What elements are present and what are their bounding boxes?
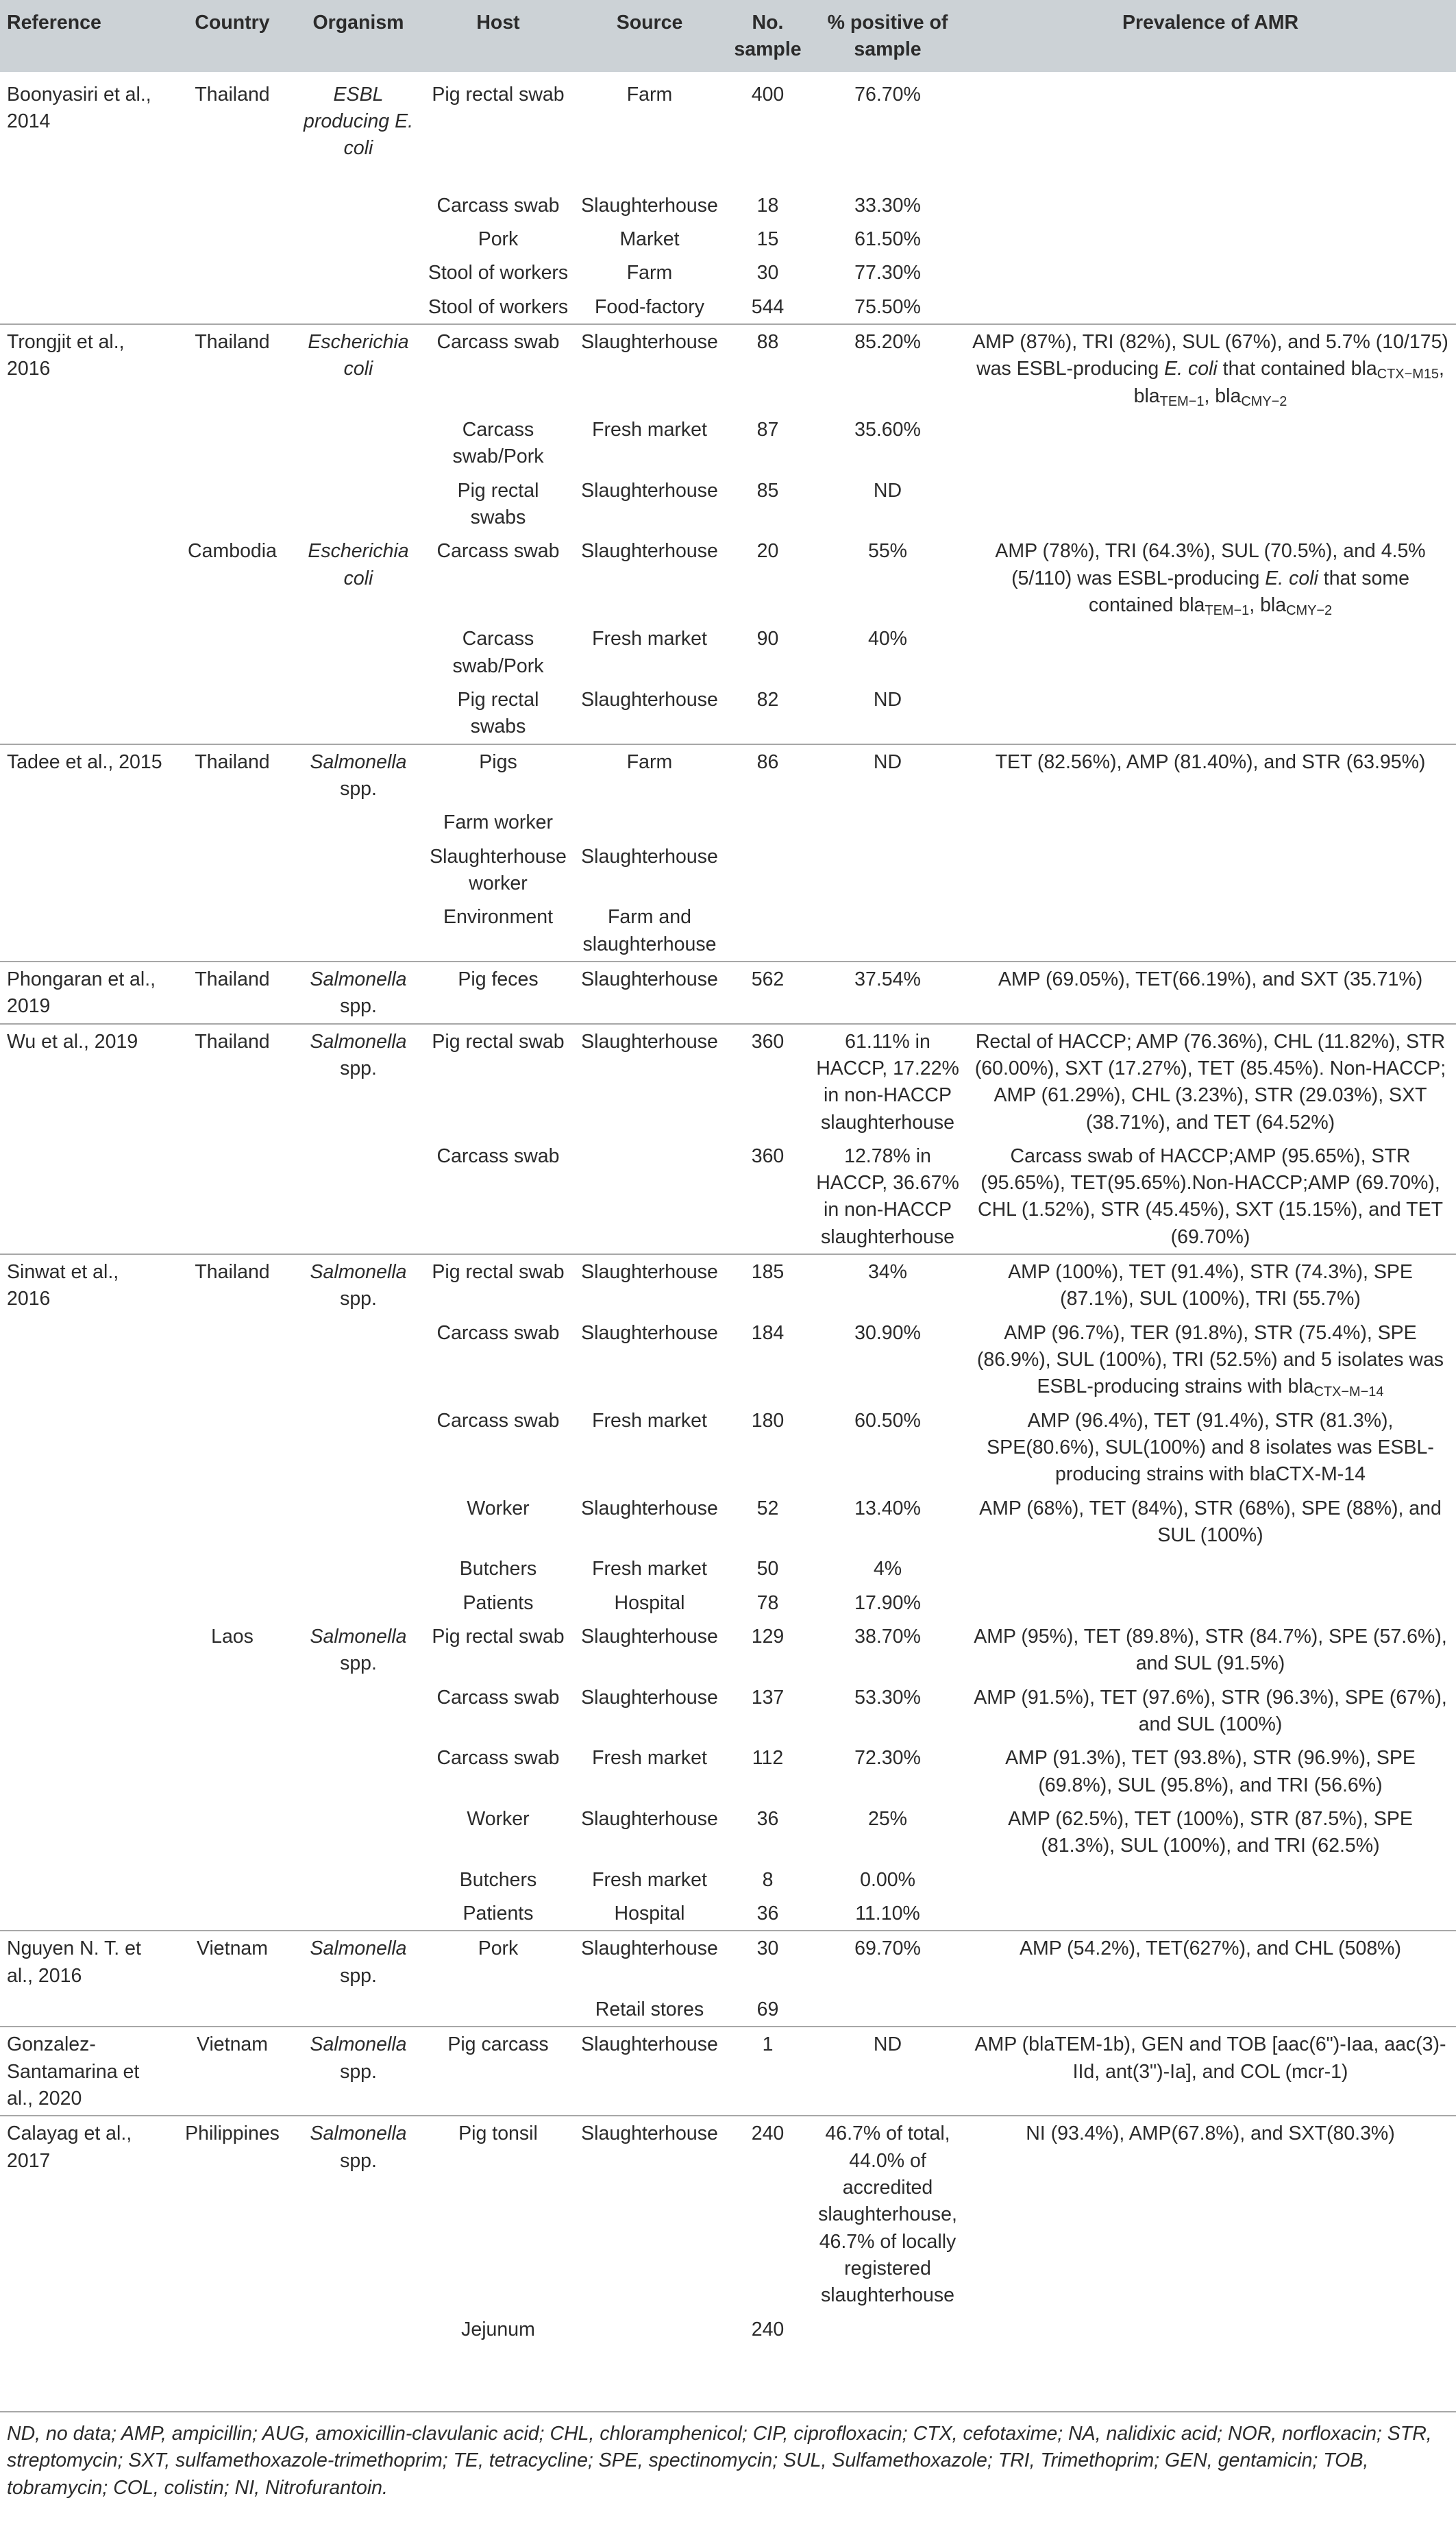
amr-cell: AMP (96.7%), TER (91.8%), STR (75.4%), SPE (86.9%), SUL (100%), TRI (52.5%) and 5 isolates was ESBL-producing strains with bla$_{CTX-M-14}$ [976, 1321, 1444, 1400]
amr-cell [965, 72, 1456, 188]
sample-count-cell: 86 [725, 744, 811, 806]
host-cell: Butchers [459, 1868, 537, 1891]
table-row [0, 1741, 1456, 1802]
table-row [0, 2116, 1456, 2312]
host-cell: Pig rectal swab [432, 83, 565, 106]
host-cell: Carcass swab [436, 540, 560, 563]
table-row [0, 2312, 1456, 2346]
positive-pct-cell: 37.54% [811, 962, 965, 1024]
header-row [0, 0, 1456, 72]
table-row [0, 1896, 1456, 1931]
positive-pct-cell: 61.11% in HACCP, 17.22% in non-HACCP slaughterhouse [811, 1024, 965, 1139]
source-cell: Fresh market [592, 1558, 707, 1580]
host-cell: Carcass swab [436, 1747, 560, 1770]
positive-pct-cell: ND [811, 744, 965, 806]
host-cell: Patients [462, 1903, 534, 1925]
amr-cell: AMP (62.5%), TET (100%), STR (87.5%), SPE (81.3%), SUL (100%), and TRI (62.5%) [1008, 1808, 1413, 1857]
positive-pct-cell: 61.50% [854, 228, 921, 250]
organism-cell: Salmonella spp. [295, 1931, 422, 1992]
table-row [0, 324, 1456, 413]
sample-count-cell: 30 [756, 262, 779, 284]
source-cell: Slaughterhouse [581, 540, 718, 563]
positive-pct-cell: 46.7% of total, 44.0% of accredited slaughterhouse, 46.7% of locally registered slaughterhouse [811, 2116, 965, 2312]
amr-cell: AMP (91.3%), TET (93.8%), STR (96.9%), SPE (69.8%), SUL (95.8%), and TRI (56.6%) [1005, 1747, 1416, 1796]
host-cell: Pig rectal swab [432, 1626, 565, 1648]
sample-count-cell: 185 [725, 1254, 811, 1316]
host-cell: Carcass swab [436, 1145, 560, 1167]
positive-pct-cell: 76.70% [854, 83, 921, 106]
amr-cell: AMP (96.4%), TET (91.4%), STR (81.3%), SPE(80.6%), SUL(100%) and 8 isolates was ESBL-producing strains with blaCTX-M-14 [987, 1409, 1434, 1486]
source-cell: Market [619, 228, 680, 250]
source-cell: Slaughterhouse [581, 479, 718, 502]
positive-pct-cell: 77.30% [854, 262, 921, 284]
source-cell: Farm [626, 262, 673, 284]
source-cell: Food-factory [595, 295, 704, 318]
host-cell: Stool of workers [428, 295, 569, 318]
host-cell: Pig rectal swabs [457, 479, 539, 528]
sample-count-cell: 1 [725, 2027, 811, 2116]
sample-count-cell: 88 [725, 324, 811, 413]
table-row [0, 744, 1456, 806]
positive-pct-cell: 60.50% [854, 1409, 921, 1432]
organism-cell: Salmonella spp. [295, 962, 422, 1024]
source-cell: Fresh market [592, 1409, 707, 1432]
reference-cell: Phongaran et al., 2019 [0, 962, 170, 1024]
source-cell: Slaughterhouse [581, 688, 718, 711]
country-cell: Thailand [170, 744, 295, 806]
sample-count-cell: 85 [756, 479, 779, 502]
source-cell: Slaughterhouse [574, 2116, 725, 2312]
organism-cell: Salmonella spp. [295, 1024, 422, 1139]
table-row [0, 622, 1456, 683]
source-cell: Slaughterhouse [574, 1254, 725, 1316]
reference-cell: Boonyasiri et al., 2014 [7, 83, 151, 132]
organism-cell: Salmonella spp. [295, 2116, 422, 2312]
positive-pct-cell: ND [873, 688, 902, 711]
table-row [0, 805, 1456, 839]
country-cell: Thailand [170, 1024, 295, 1139]
sample-count-cell: 78 [756, 1591, 779, 1614]
source-cell: Slaughterhouse [574, 962, 725, 1024]
reference-cell: Calayag et al., 2017 [0, 2116, 170, 2312]
amr-cell: TET (82.56%), AMP (81.40%), and STR (63.95%) [965, 744, 1456, 806]
sample-count-cell: 52 [756, 1497, 779, 1519]
table-row [0, 1254, 1456, 1316]
positive-pct-cell: ND [873, 479, 902, 502]
table-row [0, 2027, 1456, 2116]
country-cell: Laos [211, 1626, 254, 1648]
source-cell: Slaughterhouse [581, 1808, 718, 1831]
col-organism: Organism [295, 0, 422, 72]
host-cell: Pig carcass [422, 2027, 574, 2116]
amr-cell: NI (93.4%), AMP(67.8%), and SXT(80.3%) [965, 2116, 1456, 2312]
amr-cell: AMP (54.2%), TET(627%), and CHL (508%) [965, 1931, 1456, 1992]
host-cell: Carcass swab [436, 1409, 560, 1432]
source-cell: Slaughterhouse [574, 2027, 725, 2116]
host-cell: Butchers [459, 1558, 537, 1580]
table-row [0, 1931, 1456, 1992]
table-row [0, 1619, 1456, 1680]
source-cell: Slaughterhouse [574, 1024, 725, 1139]
source-cell: Slaughterhouse [581, 1321, 718, 1344]
organism-cell: ESBL producing E. coli [303, 83, 414, 160]
country-cell: Philippines [170, 2116, 295, 2312]
source-cell: Fresh market [592, 418, 707, 441]
table-row [0, 1316, 1456, 1404]
host-cell: Pig tonsil [422, 2116, 574, 2312]
sample-count-cell: 90 [756, 628, 779, 650]
table-row [0, 290, 1456, 324]
col-reference: Reference [0, 0, 170, 72]
organism-cell: Salmonella spp. [295, 1254, 422, 1316]
table-row [0, 72, 1456, 188]
positive-pct-cell: 40% [867, 628, 908, 650]
country-cell: Vietnam [170, 2027, 295, 2116]
positive-pct-cell: 55% [867, 540, 908, 563]
sample-count-cell: 544 [751, 295, 785, 318]
sample-count-cell: 36 [756, 1808, 779, 1831]
positive-pct-cell: 85.20% [811, 324, 965, 413]
table-body [0, 72, 1456, 2346]
sample-count-cell: 240 [725, 2116, 811, 2312]
host-cell: Carcass swab [436, 1686, 560, 1709]
table-row [0, 413, 1456, 474]
positive-pct-cell: 53.30% [854, 1686, 921, 1709]
sample-count-cell: 50 [756, 1558, 779, 1580]
organism-cell: Escherichia coli [295, 324, 422, 413]
source-cell: Slaughterhouse [581, 1686, 718, 1709]
host-cell: Farm worker [443, 811, 553, 834]
source-cell: Hospital [614, 1903, 685, 1925]
positive-pct-cell: ND [811, 2027, 965, 2116]
sample-count-cell: 30 [725, 1931, 811, 1992]
positive-pct-cell: 25% [867, 1808, 908, 1831]
sample-count-cell: 8 [762, 1868, 774, 1891]
amr-cell: AMP (91.5%), TET (97.6%), STR (96.3%), SPE (67%), and SUL (100%) [974, 1686, 1447, 1736]
amr-cell: Rectal of HACCP; AMP (76.36%), CHL (11.82%), STR (60.00%), SXT (17.27%), TET (85.45%). Non-HACCP; AMP (61.29%), CHL (3.23%), STR (29.03%), SXT (38.71%), and TET (64.52%) [965, 1024, 1456, 1139]
positive-pct-cell: 69.70% [811, 1931, 965, 1992]
table-footnote: ND, no data; AMP, ampicillin; AUG, amoxicillin-clavulanic acid; CHL, chloramphenicol; CIP, ciprofloxacin; CTX, cefotaxime; NA, nalidixic acid; NOR, norfloxacin; STR, streptomycin; SXT, sulfamethoxazole-trimethoprim; TE, tetracycline; SPE, spectinomycin; SUL, Sulfamethoxazole; TRI, Trimethoprim; GEN, gentamicin; TOB, tobramycin; COL, colistin; NI, Nitrofurantoin. [7, 2423, 1432, 2499]
positive-pct-cell: 4% [873, 1558, 902, 1580]
country-cell: Thailand [170, 1254, 295, 1316]
positive-pct-cell: 11.10% [855, 1903, 920, 1925]
organism-cell: Salmonella spp. [310, 1626, 407, 1675]
positive-pct-cell: 38.70% [854, 1626, 921, 1648]
sample-count-cell: 360 [725, 1024, 811, 1139]
host-cell: Jejunum [461, 2318, 535, 2340]
col-pct-positive: % positive of sample [811, 0, 965, 72]
positive-pct-cell: 34% [811, 1254, 965, 1316]
table-row [0, 840, 1456, 901]
host-cell: Pigs [422, 744, 574, 806]
source-cell: Slaughterhouse [581, 1497, 718, 1519]
positive-pct-cell: 12.78% in HACCP, 36.67% in non-HACCP slaughterhouse [816, 1145, 959, 1248]
table-row [0, 900, 1456, 962]
table-row [0, 1992, 1456, 2027]
source-cell: Fresh market [592, 628, 707, 650]
country-cell: Thailand [170, 324, 295, 413]
source-cell: Slaughterhouse [581, 845, 718, 868]
sample-count-cell: 400 [751, 83, 785, 106]
source-cell: Farm [574, 744, 725, 806]
source-cell: Retail stores [595, 1998, 704, 2021]
sample-count-cell: 15 [756, 228, 779, 250]
amr-cell: AMP (87%), TRI (82%), SUL (67%), and 5.7% (10/175) was ESBL-producing E. coli that contained bla$_{CTX-M15}$, bla$_{TEM-1}$, bla$_{CMY-2}$ [965, 324, 1456, 413]
country-cell: Thailand [195, 83, 270, 106]
sample-count-cell: 20 [756, 540, 779, 563]
sample-count-cell: 562 [725, 962, 811, 1024]
amr-cell: AMP (95%), TET (89.8%), STR (84.7%), SPE (57.6%), and SUL (91.5%) [974, 1626, 1447, 1675]
source-cell: Slaughterhouse [581, 1626, 718, 1648]
source-cell: Fresh market [592, 1868, 707, 1891]
organism-cell: Escherichia coli [308, 540, 409, 589]
positive-pct-cell: 13.40% [854, 1497, 921, 1519]
table-row [0, 1024, 1456, 1139]
col-prevalence: Prevalence of AMR [965, 0, 1456, 72]
table-row [0, 1586, 1456, 1619]
table-row [0, 256, 1456, 289]
host-cell: Worker [467, 1497, 530, 1519]
col-no-sample: No. sample [725, 0, 811, 72]
sample-count-cell: 240 [751, 2318, 785, 2340]
country-cell: Cambodia [188, 540, 277, 563]
sample-count-cell: 184 [751, 1321, 785, 1344]
country-cell: Vietnam [170, 1931, 295, 1992]
table-row [0, 1863, 1456, 1896]
host-cell: Carcass swab/Pork [452, 418, 544, 468]
sample-count-cell: 360 [751, 1145, 785, 1167]
positive-pct-cell: 17.90% [854, 1591, 921, 1614]
amr-cell: AMP (68%), TET (84%), STR (68%), SPE (88%), and SUL (100%) [979, 1497, 1442, 1547]
table-header [0, 0, 1456, 72]
source-cell: Slaughterhouse [574, 324, 725, 413]
table-row [0, 534, 1456, 622]
col-source: Source [574, 0, 725, 72]
amr-cell: AMP (blaTEM-1b), GEN and TOB [aac(6")-Iaa, aac(3)-IId, ant(3")-Ia], and COL (mcr-1) [965, 2027, 1456, 2116]
organism-cell: Salmonella spp. [295, 2027, 422, 2116]
sample-count-cell: 87 [756, 418, 779, 441]
table-row [0, 1139, 1456, 1254]
host-cell: Pork [478, 228, 519, 250]
host-cell: Pork [422, 1931, 574, 1992]
host-cell: Patients [462, 1591, 534, 1614]
sample-count-cell: 18 [756, 194, 779, 217]
table-row [0, 1404, 1456, 1491]
positive-pct-cell: 0.00% [860, 1868, 915, 1891]
host-cell: Carcass swab [436, 194, 560, 217]
positive-pct-cell: 75.50% [854, 295, 921, 318]
host-cell: Slaughterhouse worker [430, 845, 567, 894]
reference-cell: Nguyen N. T. et al., 2016 [0, 1931, 170, 1992]
source-cell: Farm [626, 83, 673, 106]
host-cell: Pig rectal swab [422, 1254, 574, 1316]
table-row [0, 222, 1456, 256]
reference-cell: Wu et al., 2019 [0, 1024, 170, 1139]
reference-cell: Tadee et al., 2015 [0, 744, 170, 806]
positive-pct-cell: 35.60% [854, 418, 921, 441]
table-row [0, 683, 1456, 744]
source-cell: Hospital [614, 1591, 685, 1614]
source-cell: Fresh market [592, 1747, 707, 1770]
host-cell: Stool of workers [428, 262, 569, 284]
positive-pct-cell: 30.90% [854, 1321, 921, 1344]
organism-cell: Salmonella spp. [295, 744, 422, 806]
host-cell: Carcass swab/Pork [452, 628, 544, 677]
host-cell: Pig feces [422, 962, 574, 1024]
amr-cell: AMP (69.05%), TET(66.19%), and SXT (35.71%) [965, 962, 1456, 1024]
host-cell: Worker [467, 1808, 530, 1831]
host-cell: Pig rectal swab [422, 1024, 574, 1139]
reference-cell: Gonzalez-Santamarina et al., 2020 [0, 2027, 170, 2116]
sample-count-cell: 69 [756, 1998, 779, 2021]
positive-pct-cell: 72.30% [854, 1747, 921, 1770]
col-country: Country [170, 0, 295, 72]
host-cell: Pig rectal swabs [457, 688, 539, 738]
host-cell: Environment [443, 906, 553, 929]
source-cell: Slaughterhouse [574, 1931, 725, 1992]
source-cell: Slaughterhouse [581, 194, 718, 217]
reference-cell: Sinwat et al., 2016 [0, 1254, 170, 1316]
table-row [0, 474, 1456, 535]
host-cell: Carcass swab [422, 324, 574, 413]
amr-cell: AMP (78%), TRI (64.3%), SUL (70.5%), and 4.5% (5/110) was ESBL-producing E. coli that some contained bla$_{TEM-1}$, bla$_{CMY-2}$ [995, 540, 1426, 618]
country-cell: Thailand [170, 962, 295, 1024]
amr-cell: Carcass swab of HACCP;AMP (95.65%), STR (95.65%), TET(95.65%).Non-HACCP;AMP (69.70%), CHL (1.52%), STR (45.45%), SXT (15.15%), and TET (69.70%) [978, 1145, 1443, 1248]
footnote-divider [0, 2411, 1456, 2412]
sample-count-cell: 82 [756, 688, 779, 711]
table-row [0, 1680, 1456, 1741]
table-row [0, 1802, 1456, 1863]
table-row [0, 962, 1456, 1024]
source-cell: Farm and slaughterhouse [582, 906, 717, 955]
host-cell: Carcass swab [436, 1321, 560, 1344]
positive-pct-cell: 33.30% [854, 194, 921, 217]
amr-cell: AMP (100%), TET (91.4%), STR (74.3%), SPE (87.1%), SUL (100%), TRI (55.7%) [965, 1254, 1456, 1316]
sample-count-cell: 129 [751, 1626, 785, 1648]
reference-cell: Trongjit et al., 2016 [0, 324, 170, 413]
sample-count-cell: 36 [756, 1903, 779, 1925]
col-host: Host [422, 0, 574, 72]
sample-count-cell: 112 [752, 1747, 784, 1770]
table-row [0, 1491, 1456, 1552]
table-row [0, 1552, 1456, 1585]
table-row [0, 188, 1456, 222]
sample-count-cell: 137 [751, 1686, 785, 1709]
sample-count-cell: 180 [751, 1409, 785, 1432]
